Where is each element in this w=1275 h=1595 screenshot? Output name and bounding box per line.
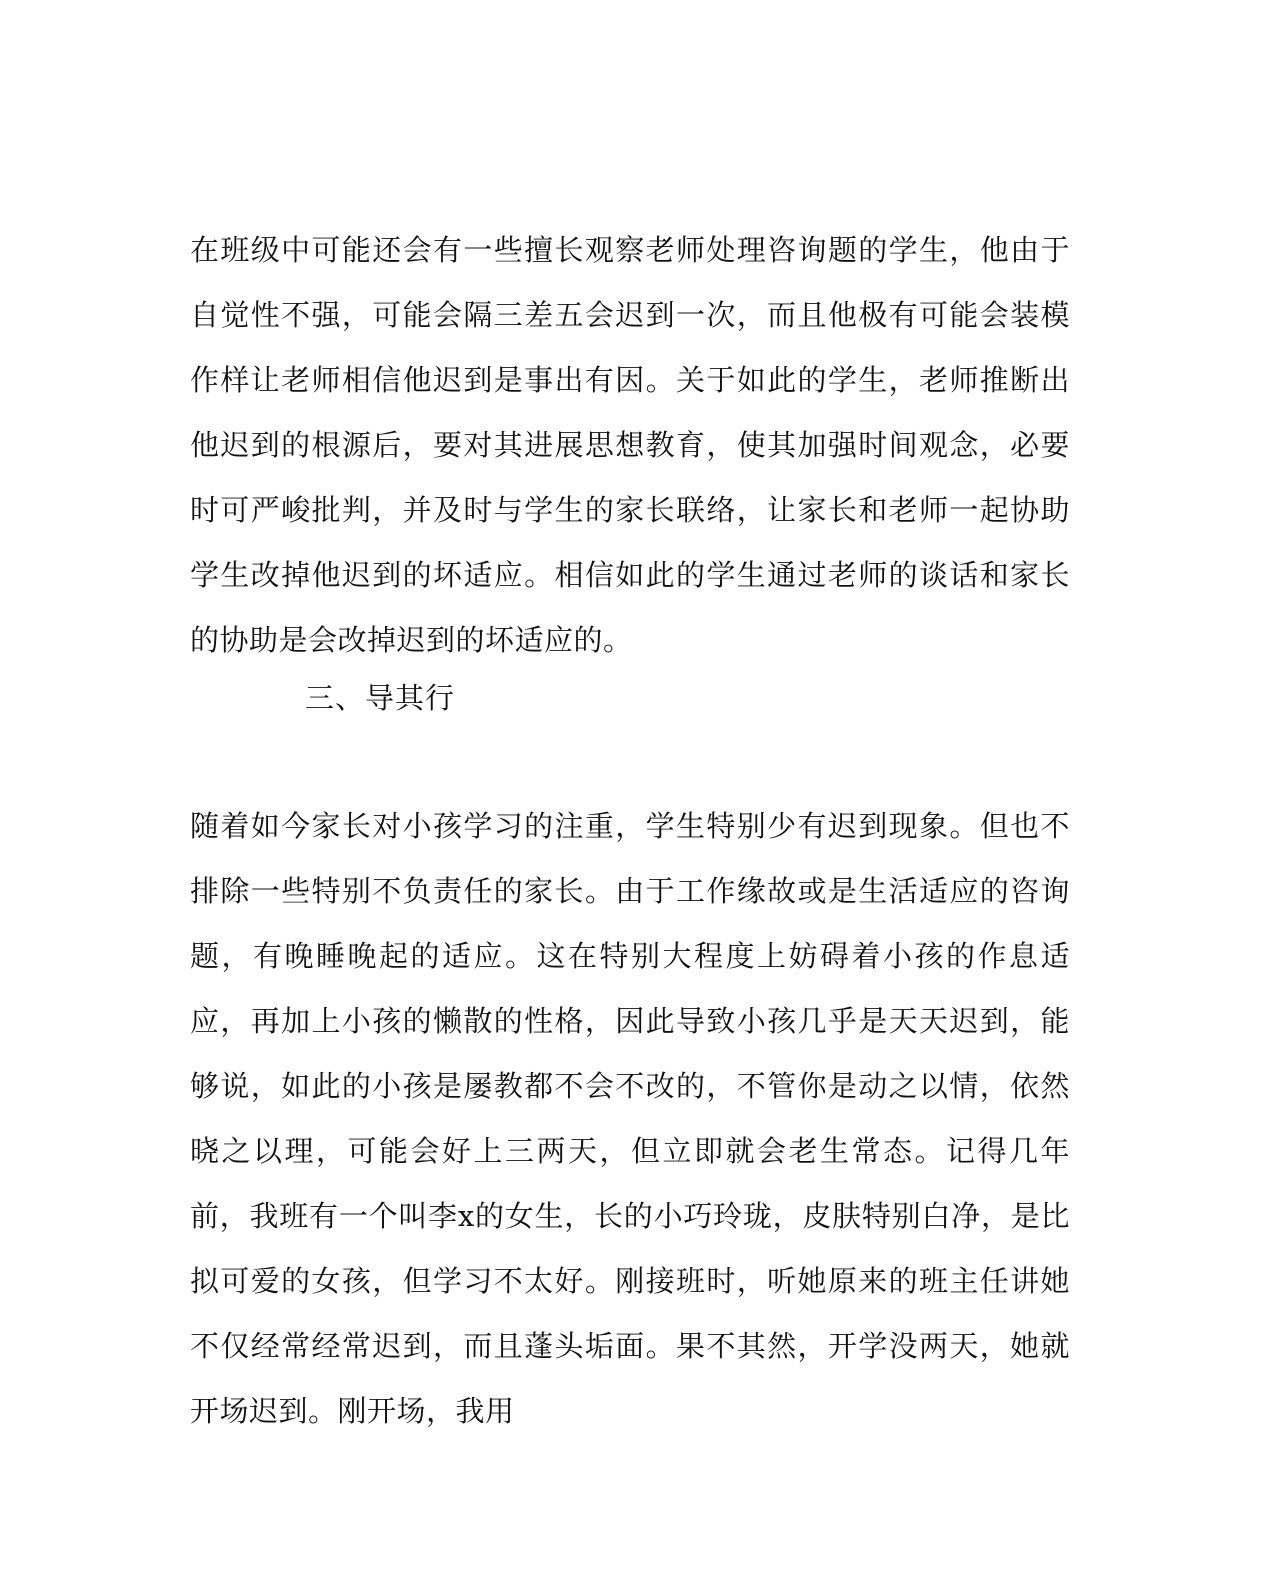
body-paragraph-2: 随着如今家长对小孩学习的注重，学生特别少有迟到现象。但也不排除一些特别不负责任的家长。由于工作缘故或是生活适应的咨询题，有晚睡晚起的适应。这在特别大程度上妨碍着小孩的作息适应，再加上小孩的懒散的性格，因此导致小孩几乎是天天迟到，能够说，如此的小孩是屡教都不会不改的，不管你是动之以情，依然晓之以理，可能会好上三两天，但立即就会老生常态。记得几年前，我班有一个叫李x的女生，长的小巧玲珑，皮肤特别白净，是比拟可爱的女孩，但学习不太好。刚接班时，听她原来的班主任讲她不仅经常经常迟到，而且蓬头垢面。果不其然，开学没两天，她就开场迟到。刚开场，我用	[190, 809, 1070, 1428]
body-paragraph-1: 在班级中可能还会有一些擅长观察老师处理咨询题的学生，他由于自觉性不强，可能会隔三差五会迟到一次，而且他极有可能会装模作样让老师相信他迟到是事出有因。关于如此的学生，老师推断出他迟到的根源后，要对其进展思想教育，使其加强时间观念，必要时可严峻批判，并及时与学生的家长联络，让家长和老师一起协助学生改掉他迟到的坏适应。相信如此的学生通过老师的谈话和家长的协助是会改掉迟到的坏适应的。	[190, 233, 1070, 657]
section-heading: 三、导其行	[305, 681, 456, 715]
